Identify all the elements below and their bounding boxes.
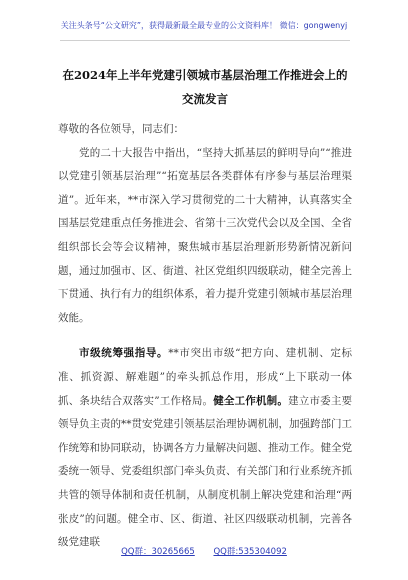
header-divider [60, 40, 350, 41]
paragraph-intro: 党的二十大报告中指出，“坚持大抓基层的鲜明导向”“推进以党建引领基层治理”“拓宽基层各类群体有序参与基层治理渠道”。近年来，**市深入学习贯彻党的二十大精神，认真落实全国基层党建重点任务推进会、省第十三次党代会以及全国、全省组织部长会等会议精神，聚焦城市基层治理新形势新情况新问题，通过加强市、区、街道、社区党组织四级联动，健全完善上下贯通、执行有力的组织体系，着力提升党建引领城市基层治理效能。 [58, 146, 352, 324]
paragraph-municipal [58, 342, 352, 554]
document-body [58, 118, 352, 555]
subsection-text: 建立市委主要领导负主责的**贯安党建引领基层治理协调机制，加强跨部门工作统筹和协同联动，协调各方力量解决问题、推动工作。健全党委统一领导、党委组织部门牵头负责、有关部门和行业系统齐抓共管的领导体制和责任机制，从制度机制上解决党建和治理“两张皮”的问题。健全市、区、街道、社区四级联动机制，完善各级党建联 [58, 394, 353, 549]
footer-qq-2[interactable]: QQ群:535304092 [213, 547, 287, 557]
salutation: 尊敬的各位领导，同志们： [58, 123, 184, 135]
footer-qq-1[interactable]: QQ群：30265665 [121, 547, 195, 557]
section-text: **市突出市级“把方向、建机制、定标准、抓资源、解难题”的牵头抓总作用，形成“上下联动一体抓、条块结合双落实”工作格局。 [58, 347, 353, 407]
subsection-heading: 健全工作机制。 [213, 394, 289, 407]
footer [0, 545, 408, 557]
header-banner: 关注头条号“公文研究”，获得最新最全最专业的公文资料库！ 微信：gongwenyj [60, 21, 348, 30]
document-title: 在2024年上半年党建引领城市基层治理工作推进会上的交流发言 [62, 68, 348, 106]
section-heading: 市级统筹强指导。 [79, 347, 169, 360]
